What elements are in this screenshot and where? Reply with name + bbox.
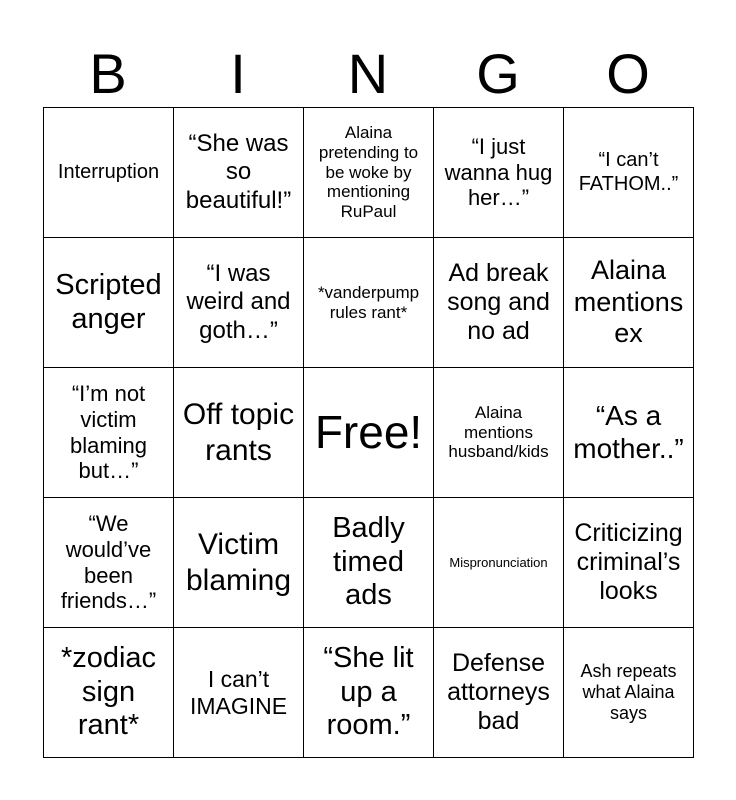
bingo-cell: “We would’ve been friends…” — [44, 498, 174, 628]
header-letter-o: O — [606, 42, 650, 105]
bingo-cell: Off topic rants — [174, 368, 304, 498]
bingo-cell: Alaina mentions ex — [564, 238, 694, 368]
bingo-cell: “I’m not victim blaming but…” — [44, 368, 174, 498]
bingo-cell: “As a mother..” — [564, 368, 694, 498]
bingo-cell: Alaina mentions husband/kids — [434, 368, 564, 498]
header-letter-g: G — [476, 42, 520, 105]
bingo-header — [43, 44, 693, 104]
bingo-cell: Scripted anger — [44, 238, 174, 368]
bingo-cell: Alaina pretending to be woke by mentioning RuPaul — [304, 108, 434, 238]
bingo-cell: “She was so beautiful!” — [174, 108, 304, 238]
bingo-cell: Ad break song and no ad — [434, 238, 564, 368]
header-letter-n: N — [347, 42, 389, 105]
bingo-board — [43, 107, 694, 758]
bingo-cell: “I just wanna hug her…” — [434, 108, 564, 238]
bingo-cell: *zodiac sign rant* — [44, 628, 174, 758]
bingo-cell: Defense attorneys bad — [434, 628, 564, 758]
bingo-cell: Criticizing criminal’s looks — [564, 498, 694, 628]
header-letter-i: I — [230, 42, 246, 105]
bingo-cell: “She lit up a room.” — [304, 628, 434, 758]
bingo-cell: “I was weird and goth…” — [174, 238, 304, 368]
bingo-cell: Ash repeats what Alaina says — [564, 628, 694, 758]
bingo-cell: *vanderpump rules rant* — [304, 238, 434, 368]
bingo-cell: “I can’t FATHOM..” — [564, 108, 694, 238]
bingo-cell: Interruption — [44, 108, 174, 238]
bingo-cell: I can’t IMAGINE — [174, 628, 304, 758]
free-space-cell: Free! — [304, 368, 434, 498]
bingo-cell: Badly timed ads — [304, 498, 434, 628]
bingo-cell: Victim blaming — [174, 498, 304, 628]
bingo-cell: Mispronunciation — [434, 498, 564, 628]
header-letter-b: B — [89, 42, 127, 105]
